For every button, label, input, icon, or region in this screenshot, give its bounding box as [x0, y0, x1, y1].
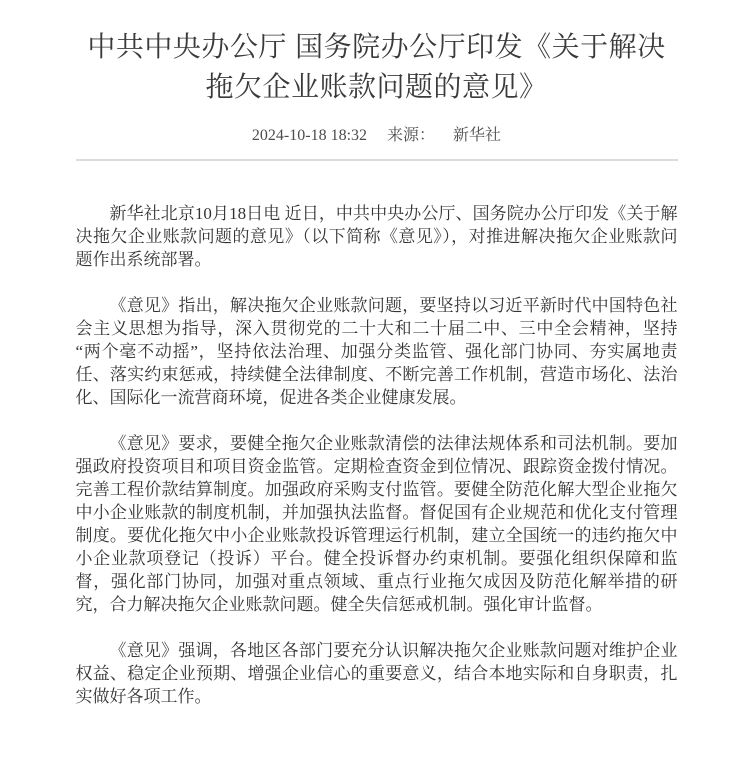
meta-divider	[76, 159, 678, 161]
source-label: 来源：	[387, 127, 436, 144]
publish-datetime: 2024-10-18 18:32	[251, 127, 368, 144]
article-paragraph: 《意见》要求，要健全拖欠企业账款清偿的法律法规体系和司法机制。要加强政府投资项目和项目资金监管。定期检查资金到位情况、跟踪资金拨付情况。完善工程价款结算制度。加强政府采购支付监管。要健全防范化解大型企业拖欠中小企业账款的制度机制，并加强执法监督。督促国有企业规范和优化支付管理制度。要优化拖欠中小企业账款投诉管理运行机制，建立全国统一的违约拖欠中小企业款项登记（投诉）平台。健全投诉督办约束机制。要强化组织保障和监督，强化部门协同，加强对重点领域、重点行业拖欠成因及防范化解举措的研究，合力解决拖欠企业账款问题。健全失信惩戒机制。强化审计监督。	[75, 434, 678, 614]
article-page	[76, 0, 678, 768]
source-name: 新华社	[453, 127, 502, 144]
article-paragraph: 《意见》强调，各地区各部门要充分认识解决拖欠企业账款问题对维护企业权益、稳定企业预期、增强企业信心的重要意义，结合本地实际和自身职责，扎实做好各项工作。	[75, 641, 678, 706]
article-paragraph: 新华社北京10月18日电 近日，中共中央办公厅、国务院办公厅印发《关于解决拖欠企业账款问题的意见》（以下简称《意见》），对推进解决拖欠企业账款问题作出系统部署。	[75, 204, 678, 269]
article-content	[76, 202, 678, 708]
article-meta	[76, 126, 678, 146]
article-paragraph: 《意见》指出，解决拖欠企业账款问题，要坚持以习近平新时代中国特色社会主义思想为指导，深入贯彻党的二十大和二十届二中、三中全会精神，坚持“两个毫不动摇”，坚持依法治理、加强分类监管、强化部门协同、夯实属地责任、落实约束惩戒，持续健全法律制度、不断完善工作机制，营造市场化、法治化、国际化一流营商环境，促进各类企业健康发展。	[75, 296, 678, 407]
article-title: 中共中央办公厅 国务院办公厅印发《关于解决拖欠企业账款问题的意见》	[87, 31, 666, 102]
